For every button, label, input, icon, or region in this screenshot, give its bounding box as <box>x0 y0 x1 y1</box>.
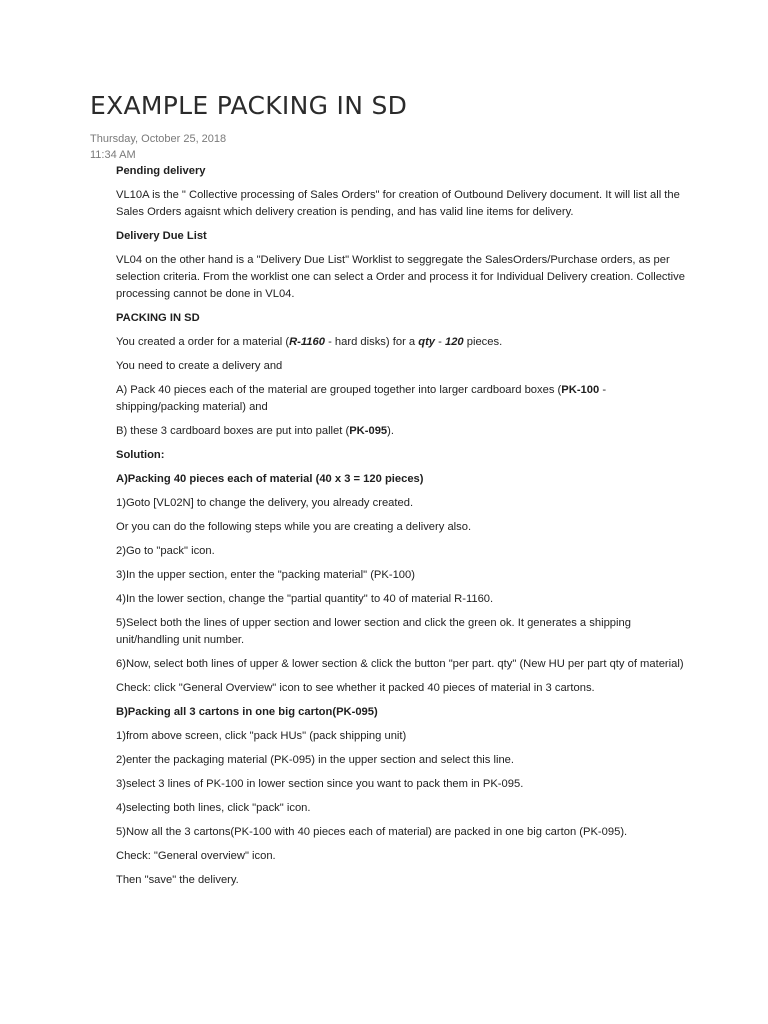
check-b-item: Check: "General overview" icon. <box>116 850 276 862</box>
qty-label: qty <box>418 336 436 348</box>
solution-heading: Solution: <box>116 449 165 461</box>
vl10a-paragraph: VL10A is the " Collective processing of Sales Orders" for creation of Outbound Delivery document. It will list all the Sales Orders agaisnt which delivery creation is pending, and has valid line items for delivery. <box>116 189 680 218</box>
vl04-paragraph: VL04 on the other hand is a "Delivery Due List" Worklist to seggregate the SalesOrders/Purchase orders, as per selection criteria. From the worklist one can select a Order and process it for Individual Delivery creation. Collective processing cannot be done in VL04. <box>116 254 685 300</box>
section-b-heading: B)Packing all 3 cartons in one big carton(PK-095) <box>116 706 378 718</box>
step-a-item: 5)Select both the lines of upper section and lower section and click the green ok. It generates a shipping unit/handling unit number. <box>116 617 631 646</box>
step-b-item: 5)Now all the 3 cartons(PK-100 with 40 pieces each of material) are packed in one big carton (PK-095). <box>116 826 628 838</box>
save-instruction: Then "save" the delivery. <box>116 874 239 886</box>
order-paragraph: You created a order for a material (R-1160 - hard disks) for a qty - 120 pieces. <box>116 336 503 348</box>
step-b-item: 4)selecting both lines, click "pack" icon. <box>116 802 311 814</box>
need-paragraph: You need to create a delivery and <box>116 360 283 372</box>
step-b-item: 2)enter the packaging material (PK-095) in the upper section and select this line. <box>116 754 515 766</box>
step-b-item: 3)select 3 lines of PK-100 in lower section since you want to pack them in PK-095. <box>116 778 524 790</box>
step-b-item: 1)from above screen, click "pack HUs" (pack shipping unit) <box>116 730 407 742</box>
step-a-paragraph: A) Pack 40 pieces each of the material are grouped together into larger cardboard boxes (PK-100 - shipping/packing material) and <box>116 384 607 413</box>
step-b-paragraph: B) these 3 cardboard boxes are put into pallet (PK-095). <box>116 425 394 437</box>
page-title: EXAMPLE PACKING IN SD <box>90 91 408 120</box>
page-date: Thursday, October 25, 2018 <box>90 133 227 145</box>
section-a-heading: A)Packing 40 pieces each of material (40 x 3 = 120 pieces) <box>116 473 424 485</box>
step-a-item: 1)Goto [VL02N] to change the delivery, you already created. <box>116 497 414 509</box>
material-code: R-1160 <box>289 336 325 348</box>
qty-value: 120 <box>444 336 464 348</box>
pk095-code: PK-095 <box>349 425 388 437</box>
step-a-item: 6)Now, select both lines of upper & lower section & click the button "per part. qty" (New HU per part qty of material) <box>116 658 684 670</box>
check-a-item: Check: click "General Overview" icon to see whether it packed 40 pieces of material in 3 cartons. <box>116 682 595 694</box>
page-time: 11:34 AM <box>90 149 136 161</box>
step-a-item: 2)Go to "pack" icon. <box>116 545 215 557</box>
note-body <box>116 163 686 896</box>
pk100-code: PK-100 <box>561 384 600 396</box>
packing-in-sd-heading: PACKING IN SD <box>116 312 200 324</box>
delivery-due-list-heading: Delivery Due List <box>116 230 207 242</box>
step-a-item: 3)In the upper section, enter the "packing material" (PK-100) <box>116 569 415 581</box>
pending-delivery-heading: Pending delivery <box>116 165 206 177</box>
step-a-item: 4)In the lower section, change the "partial quantity" to 40 of material R-1160. <box>116 593 494 605</box>
step-a-item: Or you can do the following steps while you are creating a delivery also. <box>116 521 472 533</box>
